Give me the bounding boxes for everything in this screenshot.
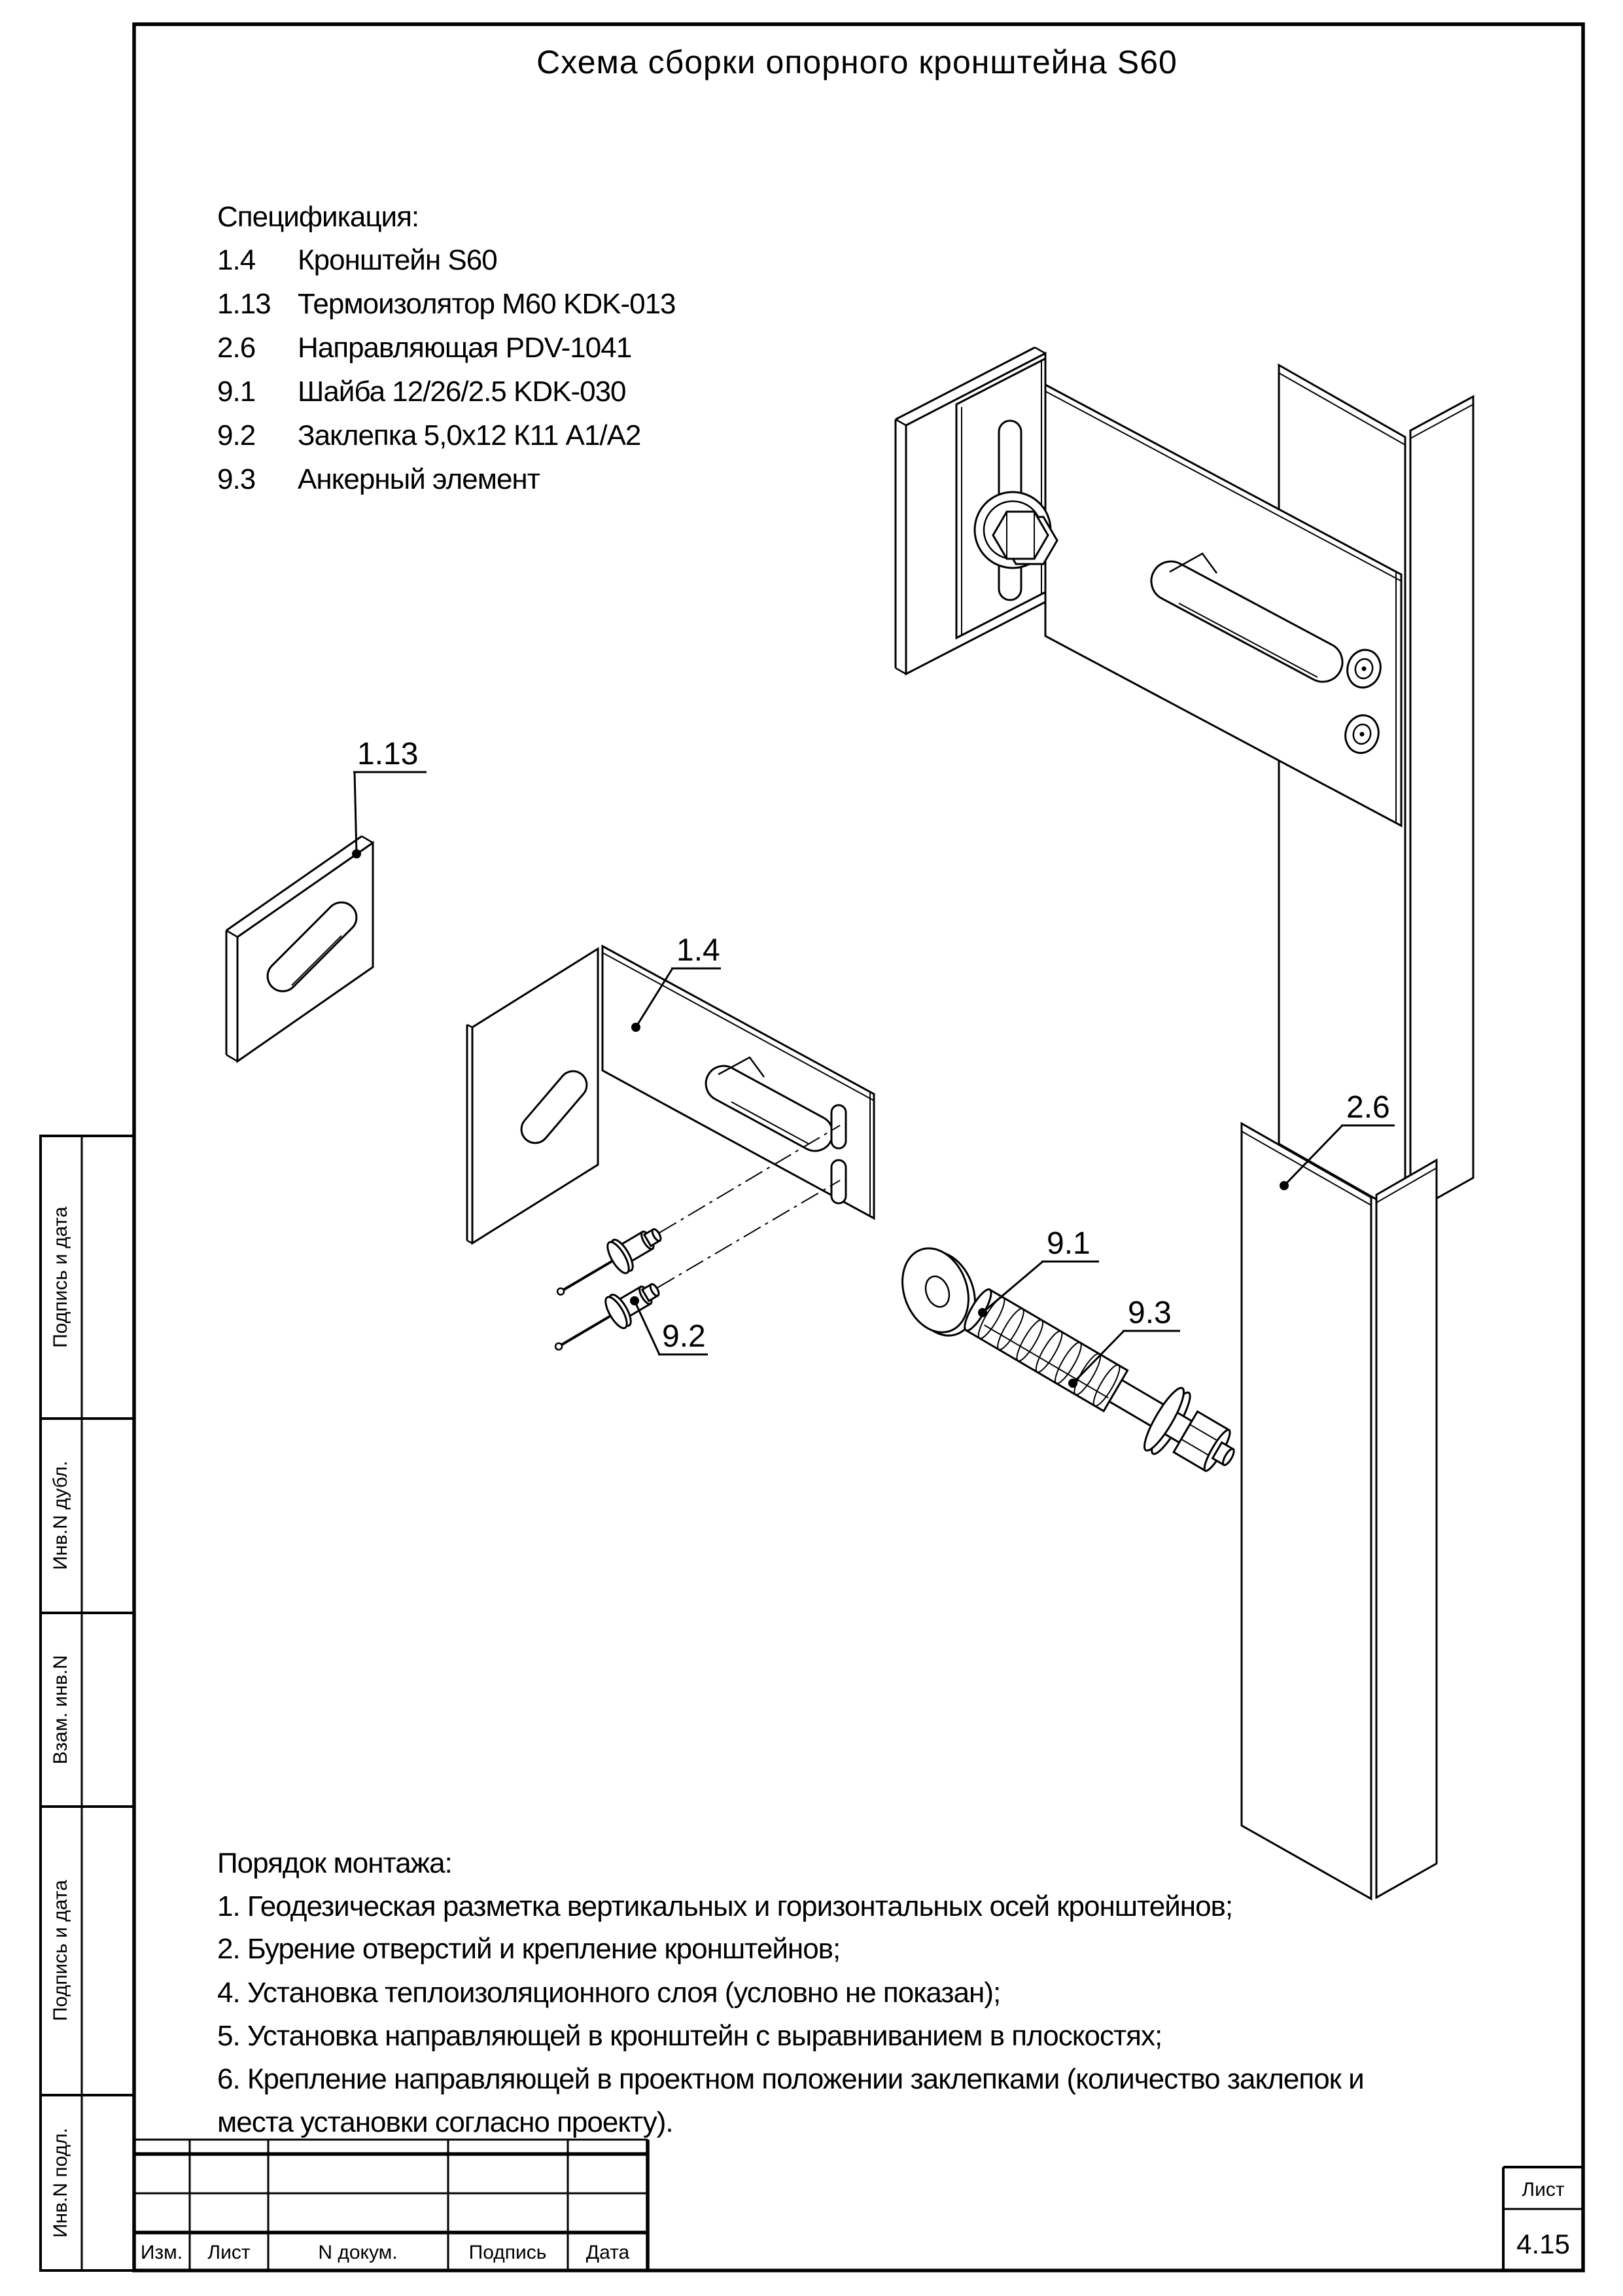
bracket-part — [467, 946, 874, 1243]
part-label-1-4: 1.4 — [676, 933, 720, 968]
spec-item-code: 1.13 — [217, 288, 271, 320]
spec-item-code: 9.3 — [217, 463, 256, 495]
spec-item-code: 9.2 — [217, 419, 256, 451]
assembly-step: 6. Крепление направляющей в проектном положении заклепками (количество заклепок и — [217, 2063, 1364, 2095]
assembly-steps-heading: Порядок монтажа: — [217, 1847, 452, 1879]
revision-table — [134, 2140, 648, 2270]
assembled-view — [896, 347, 1473, 1216]
col-list: Лист — [207, 2242, 251, 2263]
col-izm: Изм. — [140, 2242, 183, 2263]
rivet-2 — [547, 1273, 666, 1364]
assembly-step: 2. Бурение отверстий и крепление кронштейнов; — [217, 1933, 841, 1965]
col-podpis: Подпись — [468, 2242, 547, 2263]
sidebar-cell-label: Инв.N дубл. — [50, 1460, 71, 1570]
assembly-step: 5. Установка направляющей в кронштейн с выравниванием в плоскостях; — [217, 2020, 1162, 2052]
sidebar-cell-label: Подпись и дата — [50, 1207, 71, 1348]
spec-item-name: Заклепка 5,0х12 К11 А1/А2 — [298, 419, 641, 451]
spec-item-code: 2.6 — [217, 332, 256, 364]
spec-item-name: Направляющая PDV-1041 — [298, 332, 632, 364]
spec-item-code: 9.1 — [217, 376, 256, 408]
sidebar-cell-label: Инв.N подл. — [50, 2127, 71, 2238]
anchor-part — [954, 1276, 1249, 1490]
specification-heading: Спецификация: — [217, 201, 419, 233]
specification-list — [217, 201, 676, 495]
part-label-9-1: 9.1 — [1047, 1226, 1091, 1261]
sidebar-cell-label: Подпись и дата — [50, 1880, 71, 2021]
guide-rail-part — [1242, 1123, 1437, 1899]
thermoisolator-part — [226, 836, 373, 1061]
assembly-step: места установки согласно проекту). — [217, 2106, 673, 2138]
sheet-number-box — [1503, 2167, 1583, 2270]
part-label-9-2: 9.2 — [662, 1319, 706, 1354]
spec-item-name: Шайба 12/26/2.5 KDK-030 — [298, 376, 626, 408]
part-label-2-6: 2.6 — [1346, 1090, 1390, 1125]
assembly-step: 4. Установка теплоизоляционного слоя (условно не показан); — [217, 1977, 1001, 2009]
col-data: Дата — [585, 2242, 630, 2263]
sheet-number: 4.15 — [1516, 2229, 1570, 2259]
page-title: Схема сборки опорного кронштейна S60 — [536, 44, 1178, 80]
spec-item-name: Термоизолятор М60 KDK-013 — [298, 288, 676, 320]
spec-item-code: 1.4 — [217, 244, 256, 276]
sheet-label: Лист — [1522, 2179, 1565, 2200]
col-ndokum: N докум. — [318, 2242, 398, 2263]
spec-item-name: Анкерный элемент — [298, 463, 540, 495]
assembly-step: 1. Геодезическая разметка вертикальных и горизонтальных осей кронштейнов; — [217, 1890, 1233, 1922]
sidebar-cell-label: Взам. инв.N — [50, 1655, 71, 1765]
spec-item-name: Кронштейн S60 — [298, 244, 497, 276]
part-label-9-3: 9.3 — [1128, 1296, 1172, 1330]
assembly-steps — [217, 1847, 1364, 2138]
callout-thermoisolator — [352, 737, 427, 858]
sidebar-stamps — [41, 1136, 134, 2270]
part-label-1-13: 1.13 — [357, 737, 419, 771]
